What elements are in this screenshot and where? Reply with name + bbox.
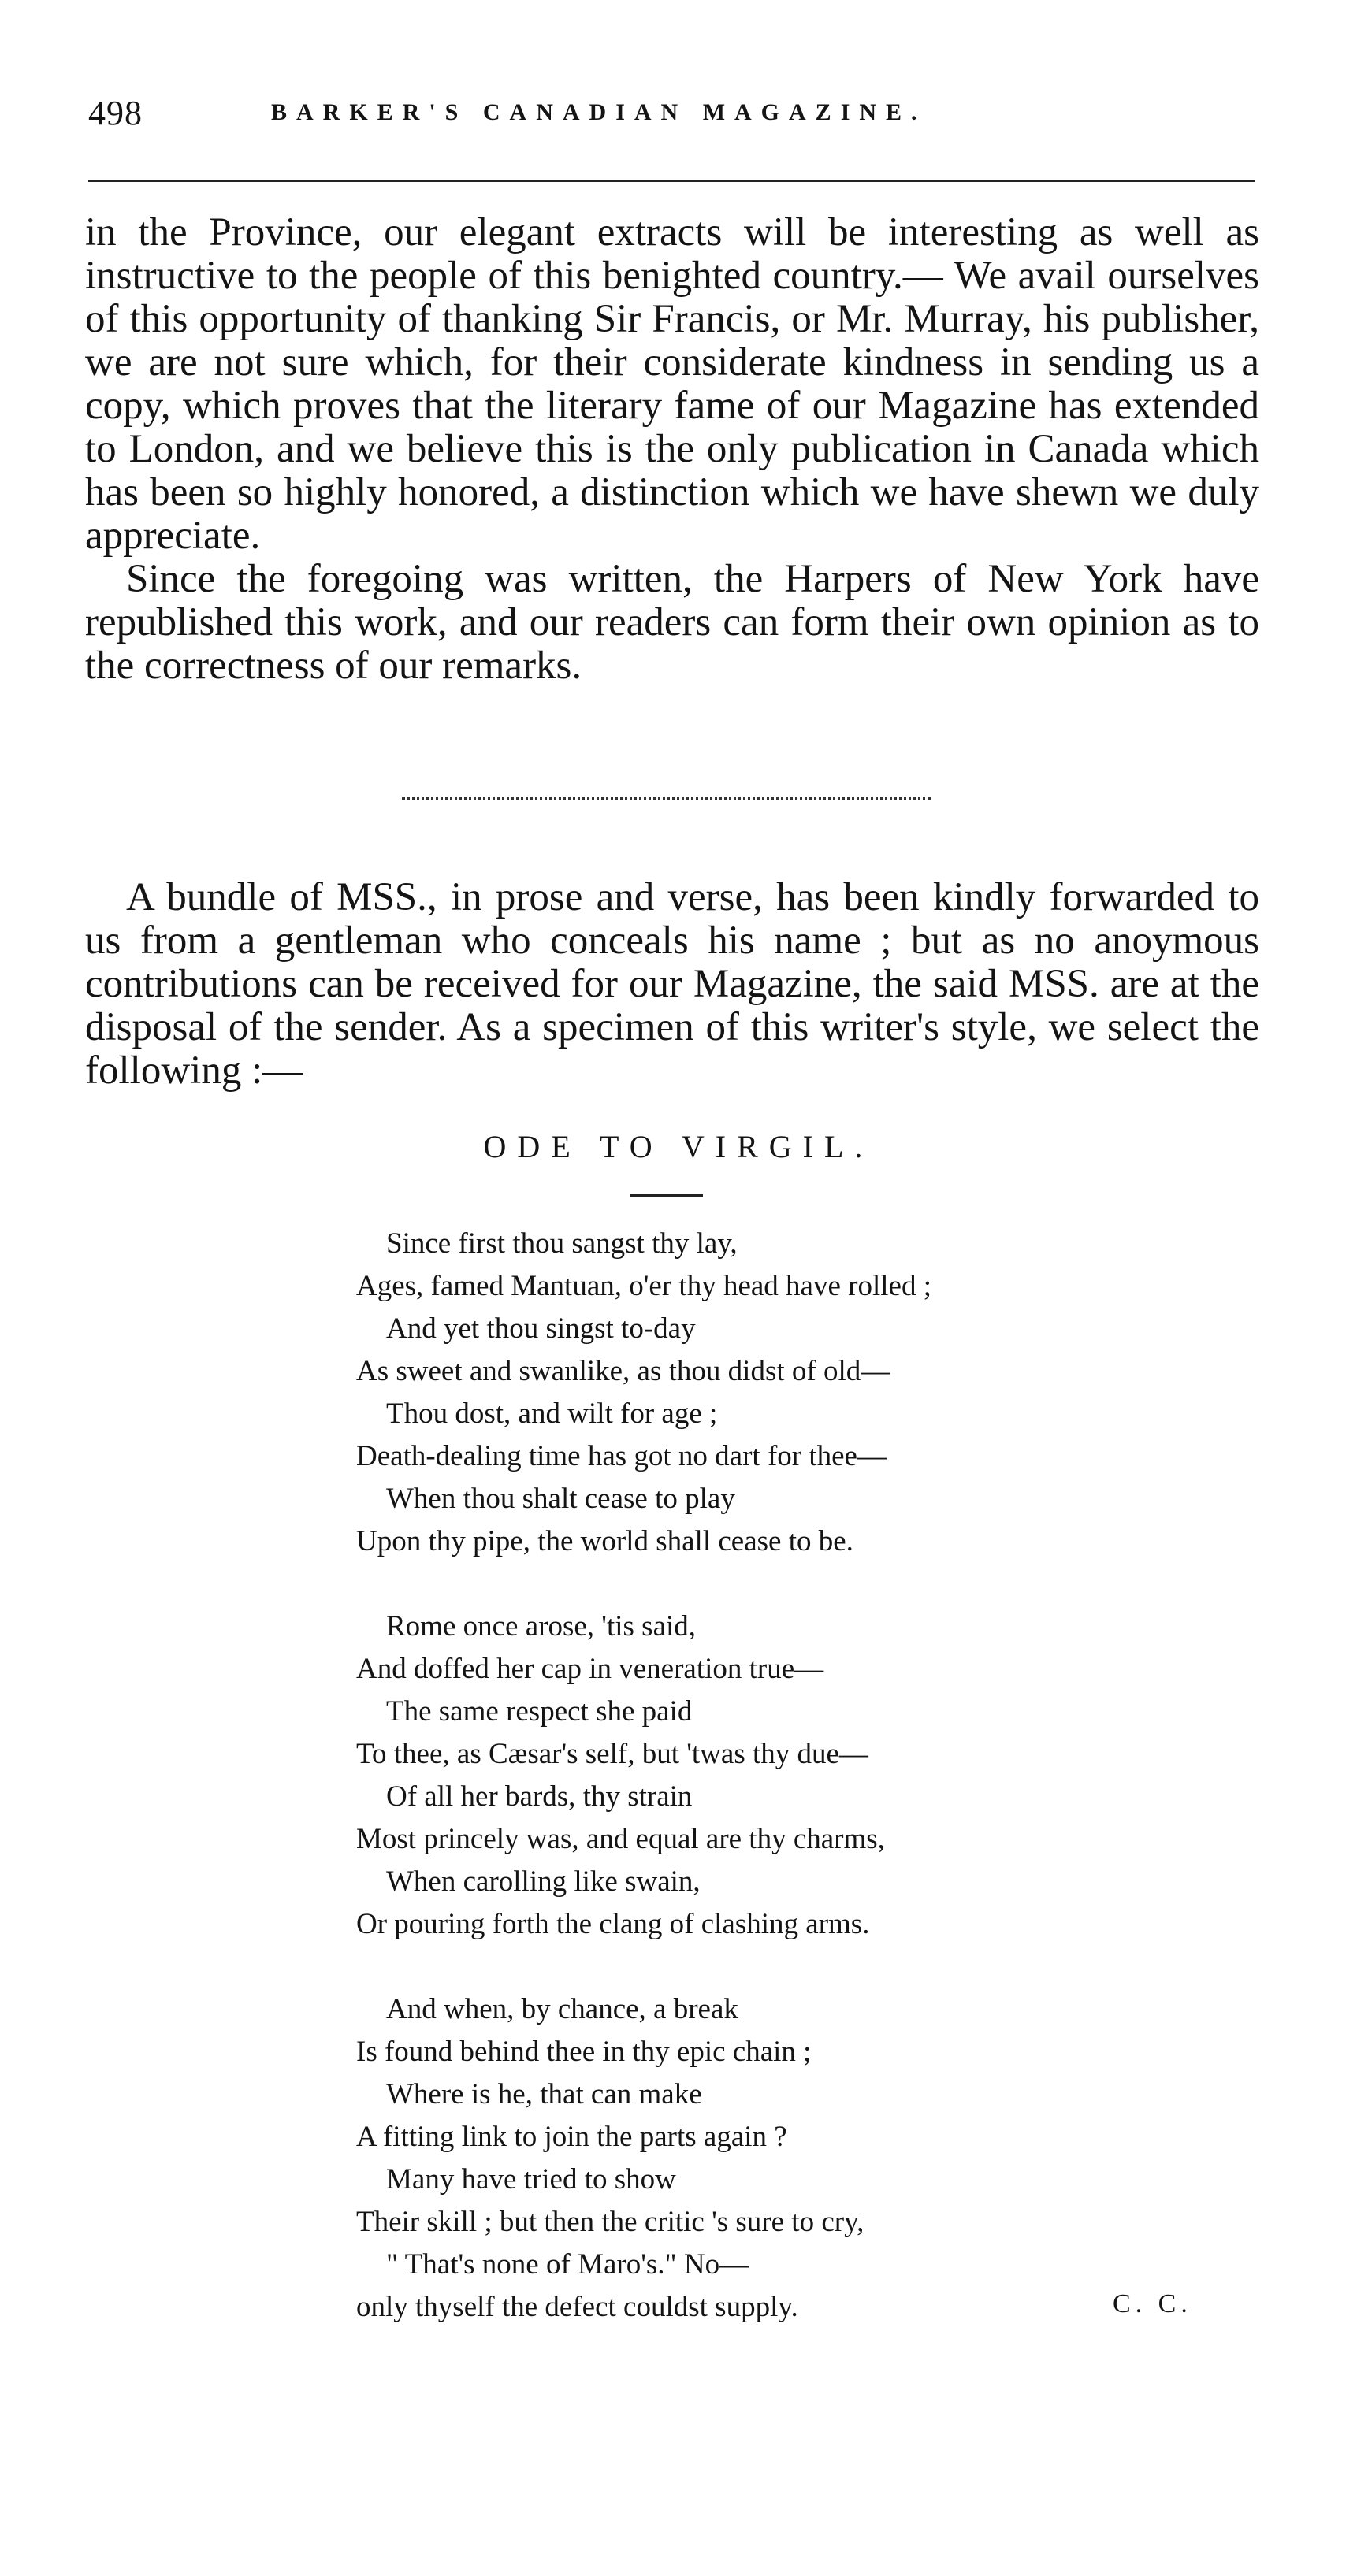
poem-line: Where is he, that can make — [386, 2078, 702, 2110]
poem-line: As sweet and swanlike, as thou didst of old— — [356, 1355, 890, 1387]
page-number: 498 — [88, 94, 143, 132]
page-header — [88, 93, 1255, 140]
section-divider — [402, 797, 931, 800]
poem-line: Or pouring forth the clang of clashing arms. — [356, 1908, 870, 1940]
poem-line: And when, by chance, a break — [386, 1993, 738, 2025]
poem-line: When thou shalt cease to play — [386, 1483, 735, 1515]
poem-line: Most princely was, and equal are thy charms, — [356, 1823, 885, 1855]
stanza — [356, 1223, 1144, 1563]
poem-line: " That's none of Maro's." No— — [386, 2248, 749, 2281]
poem-line: Since first thou sangst thy lay, — [386, 1227, 738, 1260]
poem-line: The same respect she paid — [386, 1695, 693, 1728]
poem-line: When carolling like swain, — [386, 1865, 701, 1898]
poem-line: To thee, as Cæsar's self, but 'twas thy due— — [356, 1738, 868, 1770]
poem — [356, 1223, 1144, 2329]
poem-line: And yet thou singst to-day — [386, 1312, 696, 1345]
poem-line: Ages, famed Mantuan, o'er thy head have rolled ; — [356, 1270, 931, 1302]
running-title: BARKER'S CANADIAN MAGAZINE. — [271, 99, 927, 125]
stanza — [356, 1605, 1144, 1946]
poem-line: Death-dealing time has got no dart for thee— — [356, 1440, 887, 1472]
poem-title-rule — [630, 1194, 703, 1197]
paragraph: in the Province, our elegant extracts will be interesting as well as instructive to the people of this benighted country.— We avail ourselves of this opportunity of thanking Sir Francis, or Mr. Murray, his publisher, we are not sure which, for their considerate kindness in sending us a copy, which proves that the literary fame of our Magazine has extended to London, and we believe this is the only publication in Canada which has been so highly honored, a distinction which we have shewn we duly appreciate. — [85, 210, 1259, 558]
author-signature: C. C. — [1113, 2289, 1192, 2318]
poem-title: ODE TO VIRGIL. — [483, 1129, 874, 1164]
editorial-note — [85, 876, 1259, 1093]
article-continuation — [85, 211, 1259, 688]
poem-line: Their skill ; but then the critic 's sure to cry, — [356, 2206, 864, 2238]
paragraph: Since the foregoing was written, the Harpers of New York have republished this work, and our readers can form their own opinion as to the correctness of our remarks. — [85, 557, 1259, 688]
poem-line: Of all her bards, thy strain — [386, 1780, 693, 1813]
poem-line: Upon thy pipe, the world shall cease to be. — [356, 1525, 853, 1557]
poem-line: Thou dost, and wilt for age ; — [386, 1397, 718, 1430]
stanza — [356, 1988, 1144, 2329]
paragraph: A bundle of MSS., in prose and verse, has been kindly forwarded to us from a gentleman who conceals his name ; but as no anoymous contributions can be received for our Magazine, the said MSS. are at the disposal of the sender. As a specimen of this writer's style, we select the following :— — [85, 875, 1259, 1093]
poem-line: And doffed her cap in veneration true— — [356, 1653, 824, 1685]
poem-line: only thyself the defect couldst supply. — [356, 2291, 798, 2323]
poem-line: Is found behind thee in thy epic chain ; — [356, 2036, 812, 2068]
header-rule — [88, 180, 1255, 182]
poem-line: Rome once arose, 'tis said, — [386, 1610, 697, 1642]
poem-line: Many have tried to show — [386, 2163, 676, 2196]
poem-line: A fitting link to join the parts again ? — [356, 2121, 787, 2153]
